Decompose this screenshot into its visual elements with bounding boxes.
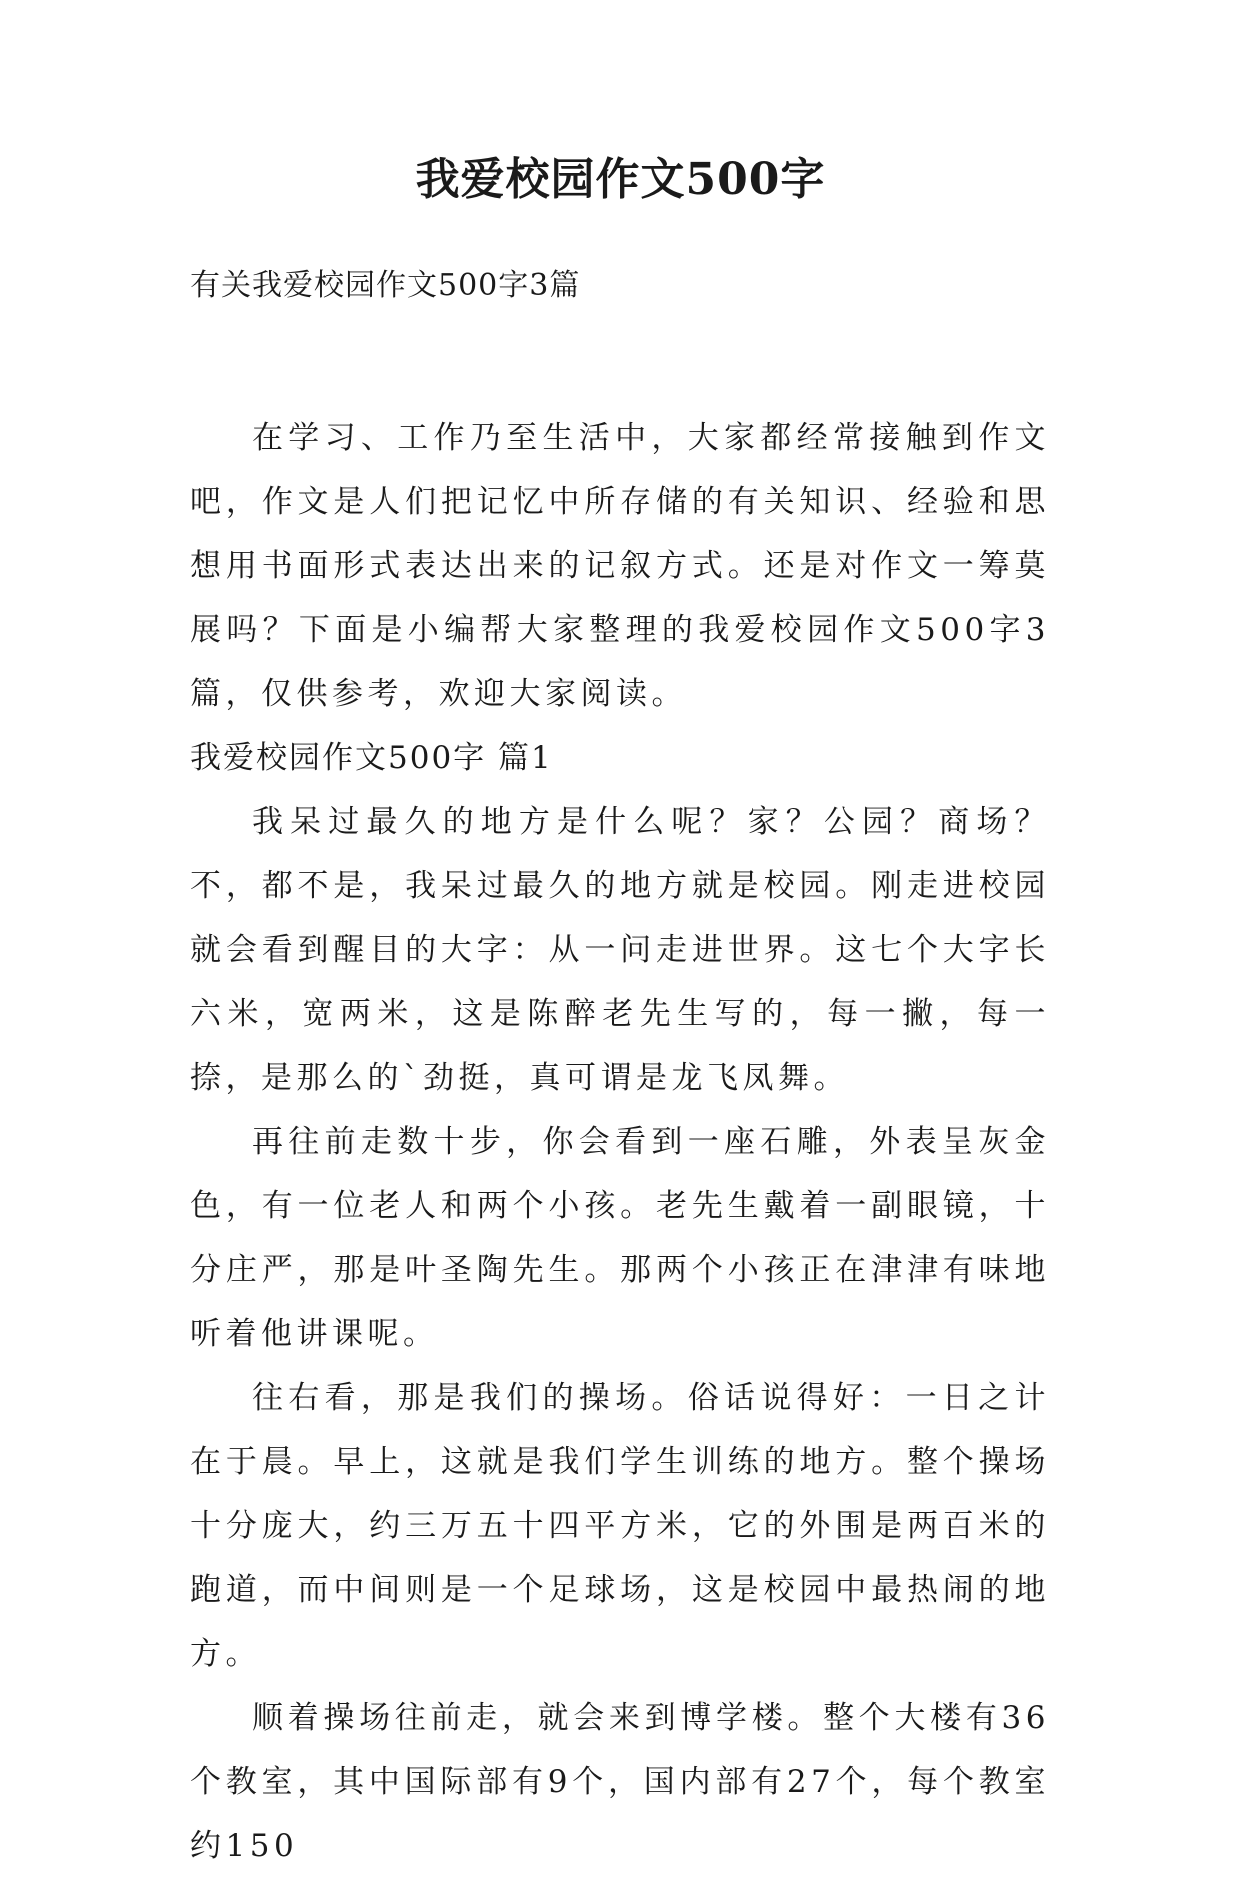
- body-paragraph: 往右看，那是我们的操场。俗话说得好：一日之计在于晨。早上，这就是我们学生训练的地方。整个操场十分庞大，约三万五十四平方米，它的外围是两百米的跑道，而中间则是一个足球场，这是校园中最热闹的地方。: [190, 1380, 1050, 1672]
- section-heading: 我爱校园作文500字 篇1: [190, 740, 553, 776]
- intro-paragraph: 在学习、工作乃至生活中，大家都经常接触到作文吧，作文是人们把记忆中所存储的有关知识、经验和思想用书面形式表达出来的记叙方式。还是对作文一筹莫展吗？下面是小编帮大家整理的我爱校园作文500字3篇，仅供参考，欢迎大家阅读。: [190, 420, 1050, 712]
- body-paragraph: 顺着操场往前走，就会来到博学楼。整个大楼有36个教室，其中国际部有9个，国内部有27个，每个教室约150: [190, 1700, 1050, 1864]
- body-paragraph: 我呆过最久的地方是什么呢？家？公园？商场？不，都不是，我呆过最久的地方就是校园。刚走进校园就会看到醒目的大字：从一问走进世界。这七个大字长六米，宽两米，这是陈醉老先生写的，每一撇，每一捺，是那么的`劲挺，真可谓是龙飞凤舞。: [190, 804, 1050, 1096]
- document-subtitle: 有关我爱校园作文500字3篇: [190, 268, 581, 303]
- document-title: 我爱校园作文500字: [415, 154, 826, 205]
- body-paragraph: 再往前走数十步，你会看到一座石雕，外表呈灰金色，有一位老人和两个小孩。老先生戴着一副眼镜，十分庄严，那是叶圣陶先生。那两个小孩正在津津有味地听着他讲课呢。: [190, 1124, 1050, 1352]
- document-body: [190, 406, 1050, 1878]
